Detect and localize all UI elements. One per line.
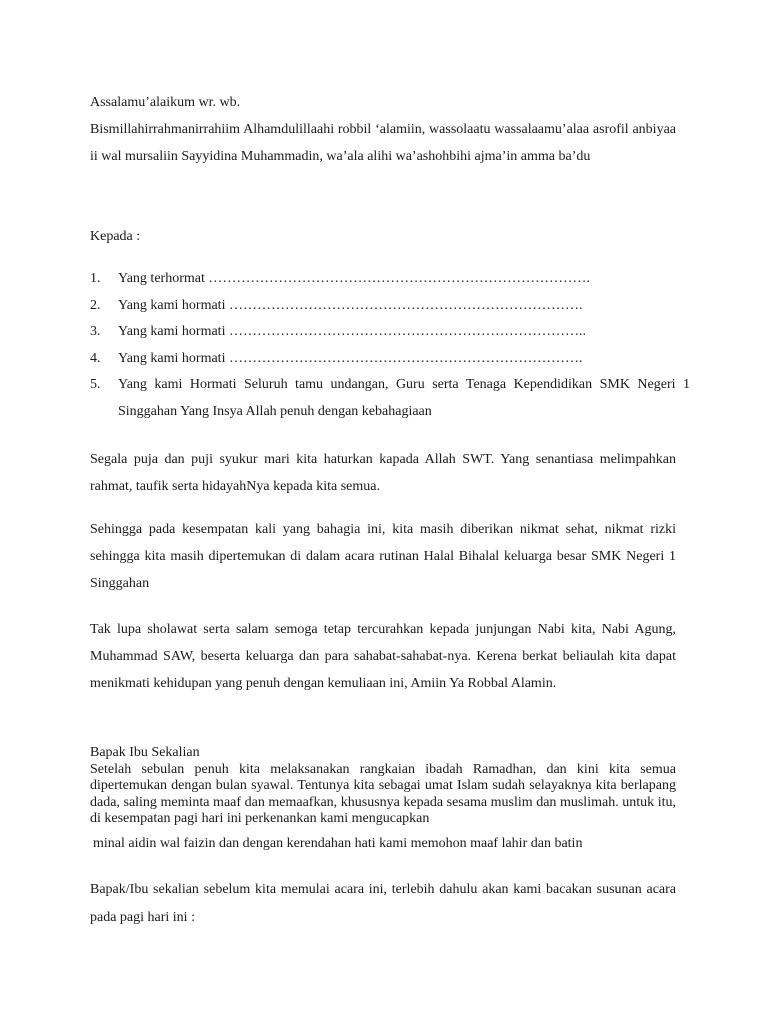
list-text: Yang terhormat ………………………………………………………………………. [118,271,590,286]
list-item [90,372,690,425]
list-number: 1. [90,271,101,286]
list-item [90,266,690,293]
list-number: 3. [90,324,101,339]
list-number: 5. [90,377,101,392]
paragraph-gathering: Sehingga pada kesempatan kali yang bahagia ini, kita masih diberikan nikmat sehat, nikmat rizki sehingga kita masih dipertemukan di dalam acara rutinan Halal Bihalal keluarga besar SMK Negeri 1 Singgahan [90,522,676,591]
list-number: 4. [90,350,101,366]
list-item [90,319,690,346]
section-body: Setelah sebulan penuh kita melaksanakan rangkaian ibadah Ramadhan, dan kini kita semua dipertemukan dengan bulan syawal. Tentunya kita sebagai umat Islam sudah selayaknya kita berlapang dada, saling meminta maaf dan memaafkan, khususnya kepada sesama muslim dan muslimah. untuk itu, di kesempatan pagi hari ini perkenankan kami mengucapkan [90,762,676,826]
list-text: Yang kami Hormati Seluruh tamu undangan, Guru serta Tenaga Kependidikan SMK Negeri 1 Singgahan Yang Insya Allah penuh dengan kebahagiaan [118,377,690,419]
list-text: Yang kami hormati …………………………………………………………………. [118,350,583,366]
list-item [90,293,690,320]
greeting: Assalamu’alaikum wr. wb. [90,95,241,110]
opening-paragraph: Bismillahirrahmanirrahiim Alhamdulillaahi robbil ‘alamiin, wassolaatu wassalaamu’alaa asrofil anbiyaa ii wal mursaliin Sayyidina Muhammadin, wa’ala alihi wa’ashohbihi ajma’in amma ba’du [90,122,676,164]
kepada-label: Kepada : [90,229,141,244]
list-text: Yang kami hormati …………………………………………………………………. [118,297,583,313]
list-number: 2. [90,297,101,313]
paragraph-sholawat: Tak lupa sholawat serta salam semoga tetap tercurahkan kepada junjungan Nabi kita, Nabi Agung, Muhammad SAW, beserta keluarga dan para sahabat-sahabat-nya. Kerena berkat beliaulah kita dapat menikmati kehidupan yang penuh dengan kemuliaan ini, Amiin Ya Robbal Alamin. [90,622,676,691]
list-text: Yang kami hormati ………………………………………………………………….. [118,324,586,339]
list-item [90,346,690,373]
paragraph-praise: Segala puja dan puji syukur mari kita haturkan kapada Allah SWT. Yang senantiasa melimpahkan rahmat, taufik serta hidayahNya kepada kita semua. [90,452,676,494]
closing-paragraph: Bapak/Ibu sekalian sebelum kita memulai acara ini, terlebih dahulu akan kami bacakan susunan acara pada pagi hari ini : [90,882,676,925]
section-heading: Bapak Ibu Sekalian [90,745,200,760]
recipient-list [90,266,690,425]
section-body-last-line: minal aidin wal faizin dan dengan kerendahan hati kami memohon maaf lahir dan batin [93,836,583,851]
